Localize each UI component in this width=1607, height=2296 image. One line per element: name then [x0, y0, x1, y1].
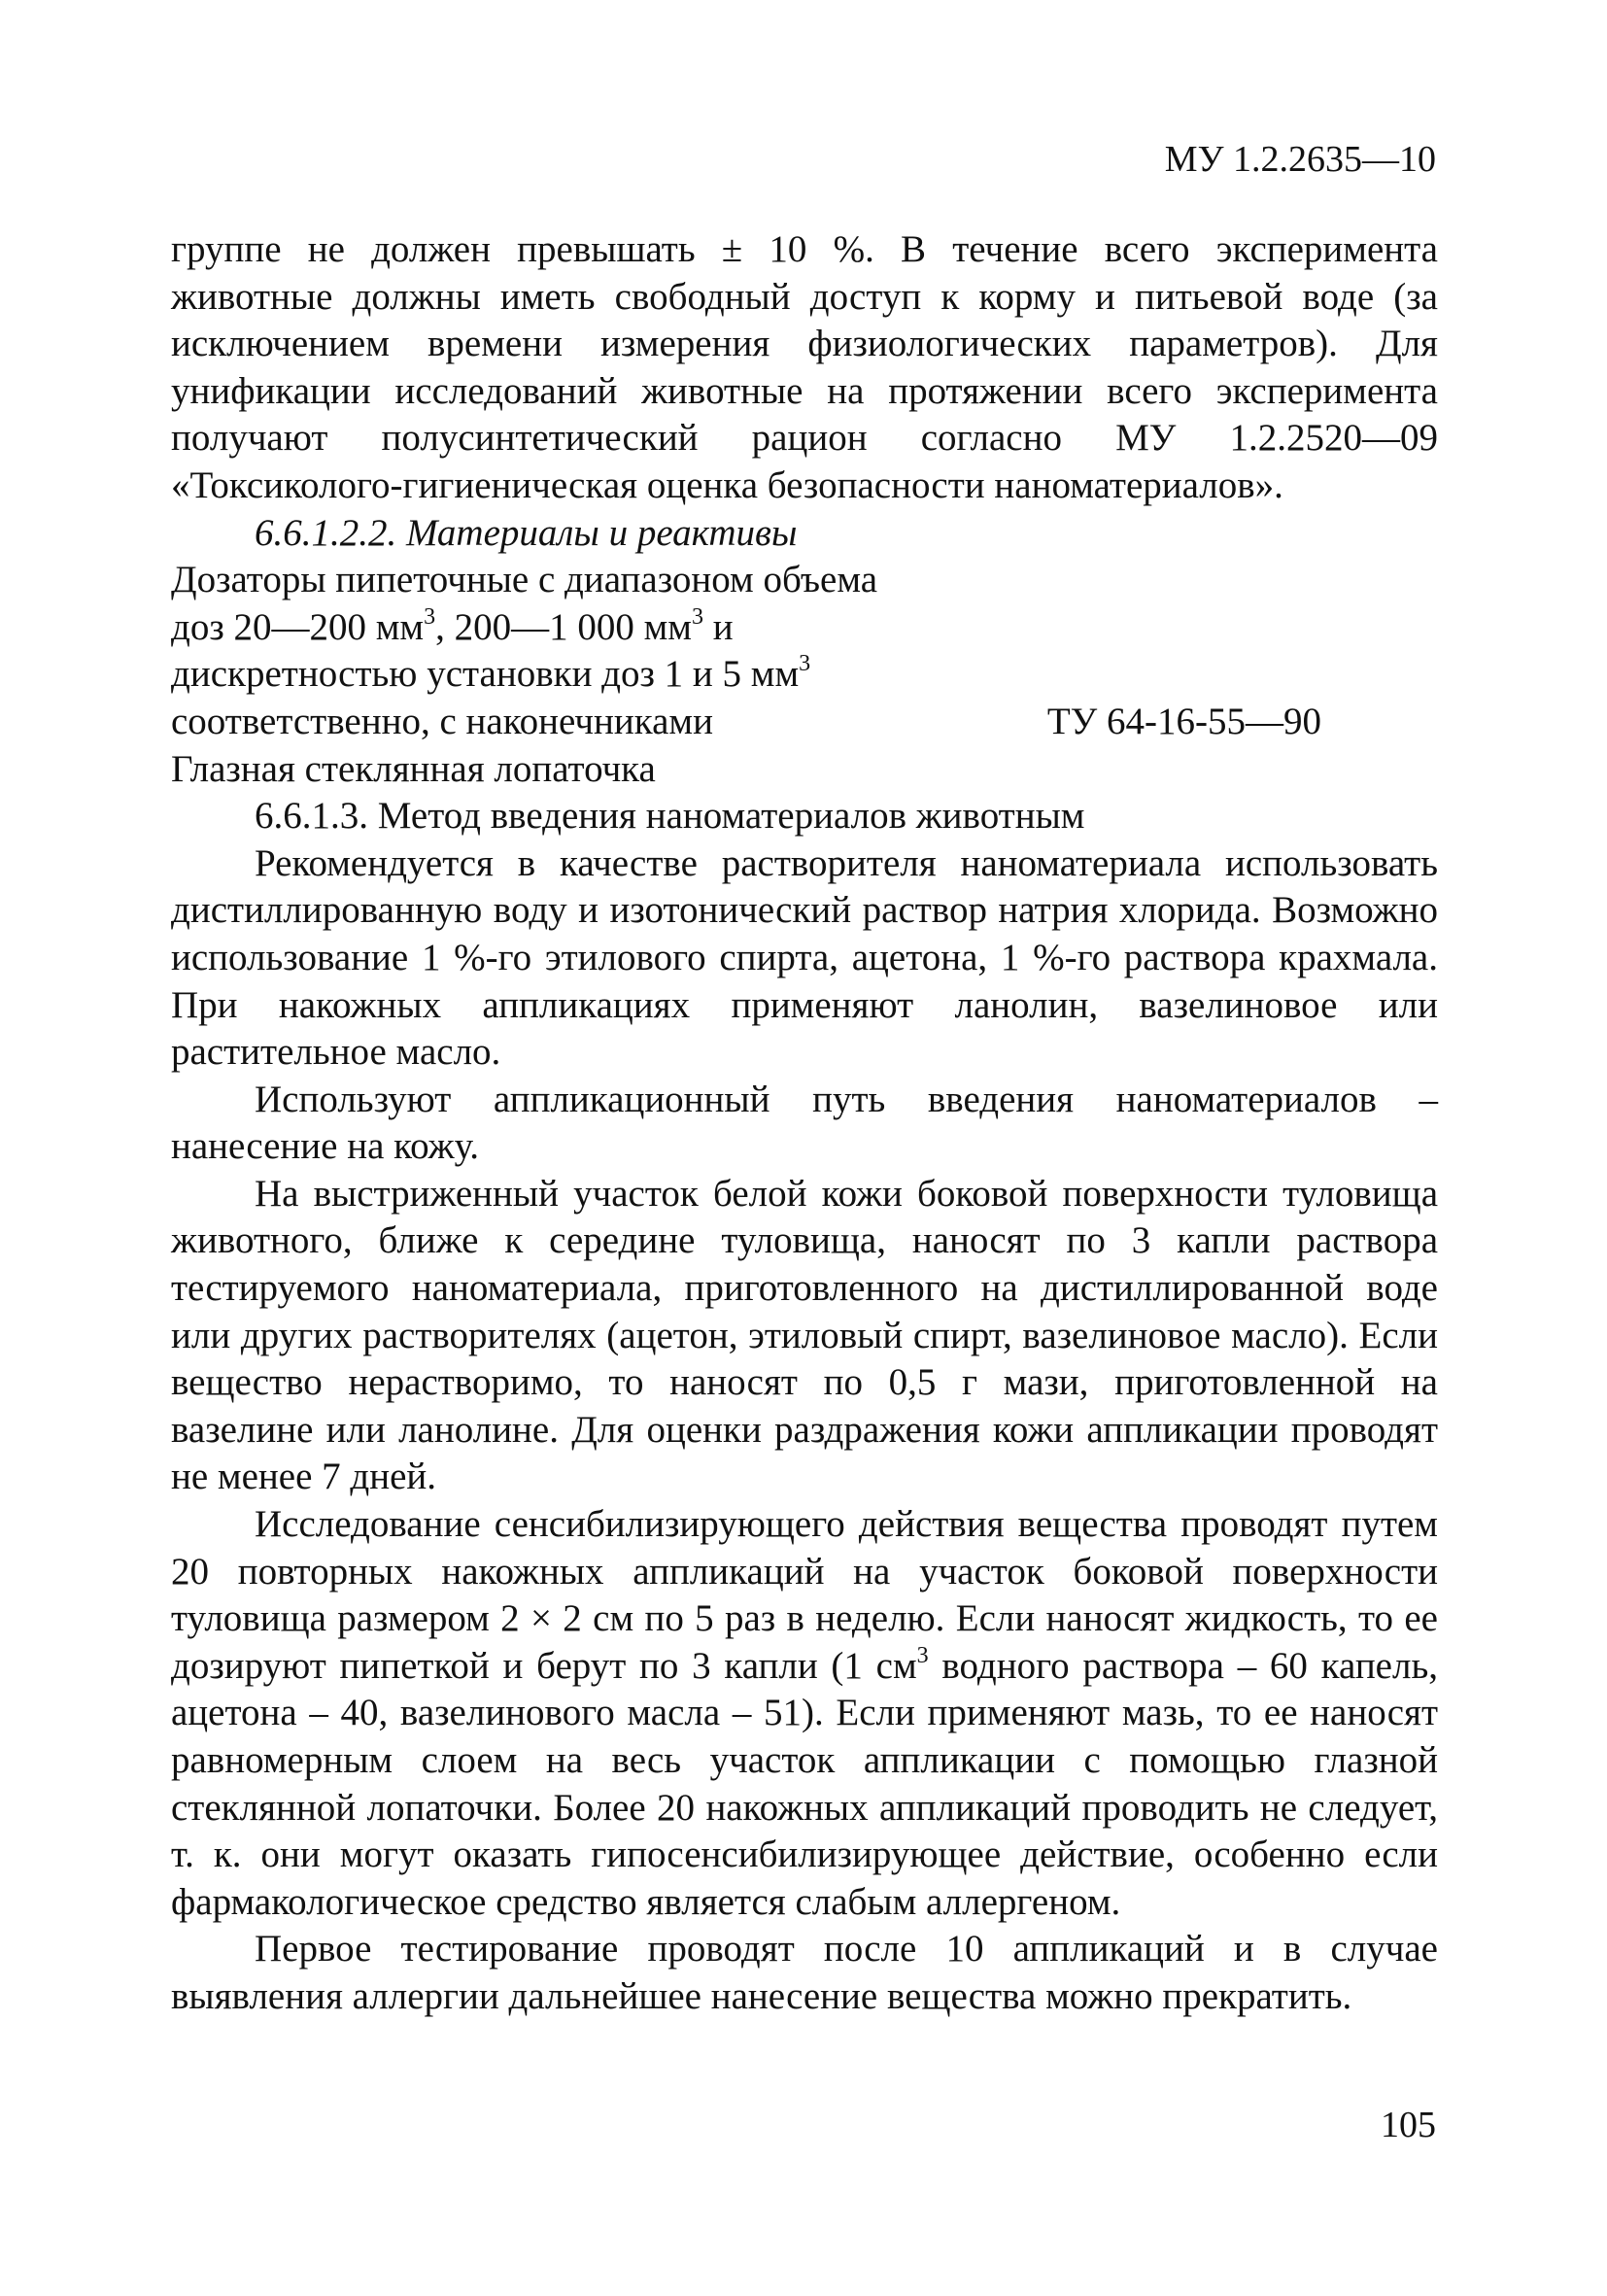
subsection-heading-materials: 6.6.1.2.2. Материалы и реактивы: [255, 511, 798, 554]
materials-line-4: [171, 699, 1321, 746]
materials-list: [171, 557, 1438, 793]
materials-line-1: Дозаторы пипеточные с диапазоном объема: [171, 559, 878, 601]
paragraph-sensitization-part-b: водного раствора – 60 капель, ацетона – 40, вазелинового масла – 51). Если применяют мазь, то ее наносят равномерным слоем на весь участок аппликации с помощью глазной стеклянной лопаточки. Более 20 накожных аппликаций проводить не следует, т. к. они могут оказать гипосенсибилизирующее действие, особенно если фармакологическое средство является слабым аллергеном.: [171, 1644, 1438, 1923]
materials-line-2-part-c: и: [702, 605, 734, 648]
superscript-cubed: 3: [424, 603, 436, 630]
body-text: [171, 226, 1438, 2021]
materials-line-2-part-a: доз 20—200 мм: [171, 605, 425, 648]
paragraph-sensitization: [171, 1501, 1438, 1926]
materials-line-5: Глазная стеклянная лопаточка: [171, 747, 656, 790]
paragraph-continuation: группе не должен превышать ± 10 %. В течение всего эксперимента животные должны иметь свободный доступ к корму и питьевой воде (за исключением времени измерения физиологических параметров). Для унификации исследований животные на протяжении всего эксперимента получают полусинтетический рацион согласно МУ 1.2.2520—09 «Токсиколого-гигиеническая оценка безопасности наноматериалов».: [171, 228, 1438, 506]
superscript-cubed: 3: [691, 603, 703, 630]
document-code-header: МУ 1.2.2635—10: [1164, 139, 1436, 180]
materials-standard-reference: ТУ 64-16-55—90: [1046, 700, 1321, 742]
paragraph-sensitization-part-a: Исследование сенсибилизирующего действия вещества проводят путем 20 повторных накожных аппликаций на участок боковой поверхности туловища размером 2 × 2 см по 5 раз в неделю. Если наносят жидкость, то ее дозируют пипеткой и берут по 3 капли (1 см: [171, 1503, 1438, 1687]
superscript-cubed: 3: [916, 1642, 929, 1668]
paragraph-skin-application: На выстриженный участок белой кожи боковой поверхности туловища животного, ближе к середине туловища, наносят по 3 капли раствора тестируемого наноматериала, приготовленного на дистиллированной воде или других растворителях (ацетон, этиловый спирт, вазелиновое масло). Если вещество нерастворимо, то наносят по 0,5 г мази, приготовленной на вазелине или ланолине. Для оценки раздражения кожи аппликации проводят не менее 7 дней.: [171, 1172, 1438, 1498]
materials-line-2: [171, 604, 1438, 652]
section-heading-method: 6.6.1.3. Метод введения наноматериалов животным: [255, 795, 1085, 838]
paragraph-first-testing: Первое тестирование проводят после 10 аппликаций и в случае выявления аллергии дальнейшее нанесение вещества можно прекратить.: [171, 1928, 1438, 2017]
paragraph-application-route: Используют аппликационный путь введения наноматериалов – нанесение на кожу.: [171, 1078, 1438, 1168]
materials-line-3: [171, 651, 1438, 699]
page-number: 105: [1381, 2105, 1436, 2145]
superscript-cubed: 3: [799, 651, 811, 677]
paragraph-solvents: Рекомендуется в качестве растворителя наноматериала использовать дистиллированную воду и изотонический раствор натрия хлорида. Возможно использование 1 %-го этилового спирта, ацетона, 1 %-го раствора крахмала. При накожных аппликациях применяют ланолин, вазелиновое или растительное масло.: [171, 841, 1438, 1074]
materials-line-2-part-b: , 200—1 000 мм: [435, 605, 692, 648]
materials-item-text: соответственно, с наконечниками: [171, 700, 713, 742]
materials-line-3-text: дискретностью установки доз 1 и 5 мм: [171, 653, 800, 696]
